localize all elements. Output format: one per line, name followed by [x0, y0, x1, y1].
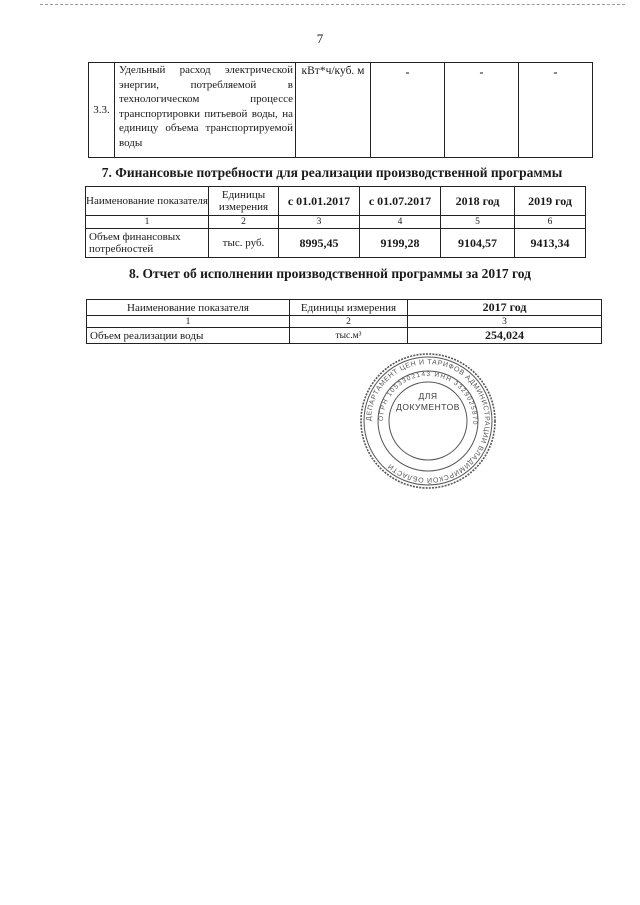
column-number: 1 — [86, 216, 209, 229]
column-header: 2018 год — [441, 187, 515, 216]
column-number: 3 — [279, 216, 360, 229]
row-index: 3.3. — [89, 63, 115, 158]
page-top-edge — [40, 4, 625, 5]
table-header-row — [86, 187, 586, 216]
column-number: 5 — [441, 216, 515, 229]
value-cell: 8995,45 — [279, 229, 360, 258]
value-cell: - — [519, 63, 593, 158]
table-header-row — [87, 300, 602, 316]
section-8-heading: 8. Отчет об исполнении производственной программы за 2017 год — [129, 266, 531, 281]
indicator-unit: кВт*ч/куб. м — [296, 63, 371, 158]
indicator-unit: тыс.м³ — [290, 328, 408, 344]
column-header: 2017 год — [408, 300, 602, 316]
indicator-name: Объем реализации воды — [87, 328, 290, 344]
column-header: Наименование показателя — [87, 300, 290, 316]
column-header: Единицы измерения — [290, 300, 408, 316]
value-cell: - — [371, 63, 445, 158]
official-stamp — [358, 352, 498, 490]
column-number: 2 — [209, 216, 279, 229]
stamp-outer-text: ДЕПАРТАМЕНТ ЦЕН И ТАРИФОВ АДМИНИСТРАЦИИ ВЛАДИМИРСКОЙ ОБЛАСТИ — [365, 358, 491, 484]
column-header: Единицы измерения — [209, 187, 279, 216]
column-number: 3 — [408, 316, 602, 328]
section-7-heading: 7. Финансовые потребности для реализации производственной программы — [101, 165, 563, 180]
table-row — [89, 63, 593, 158]
indicator-unit: тыс. руб. — [209, 229, 279, 258]
value-cell: 9104,57 — [441, 229, 515, 258]
column-header: с 01.07.2017 — [360, 187, 441, 216]
value-cell: - — [445, 63, 519, 158]
column-number: 4 — [360, 216, 441, 229]
column-header: с 01.01.2017 — [279, 187, 360, 216]
table-row — [87, 328, 602, 344]
indicator-description: Удельный расход электрической энергии, потребляемой в технологическом процессе транспортировки питьевой воды, на единицу объема транспортируемой воды — [115, 63, 296, 158]
stamp-inner-text: ОГРН 1053302143 ИНН 3329025870 — [377, 370, 479, 426]
value-cell: 9413,34 — [515, 229, 586, 258]
value-cell: 9199,28 — [360, 229, 441, 258]
table-row — [86, 229, 586, 258]
indicator-name: Объем финансовых потребностей — [86, 229, 209, 258]
efficiency-table — [88, 62, 593, 158]
page-number: 7 — [316, 31, 324, 46]
column-number: 6 — [515, 216, 586, 229]
value-cell: 254,024 — [408, 328, 602, 344]
column-number: 1 — [87, 316, 290, 328]
column-number-row — [87, 316, 602, 328]
column-header: Наименование показателя — [86, 187, 209, 216]
column-number-row — [86, 216, 586, 229]
stamp-center-label: ДЛЯ ДОКУМЕНТОВ — [396, 391, 460, 412]
program-report-table — [86, 299, 602, 344]
column-header: 2019 год — [515, 187, 586, 216]
financial-needs-table — [85, 186, 586, 258]
column-number: 2 — [290, 316, 408, 328]
